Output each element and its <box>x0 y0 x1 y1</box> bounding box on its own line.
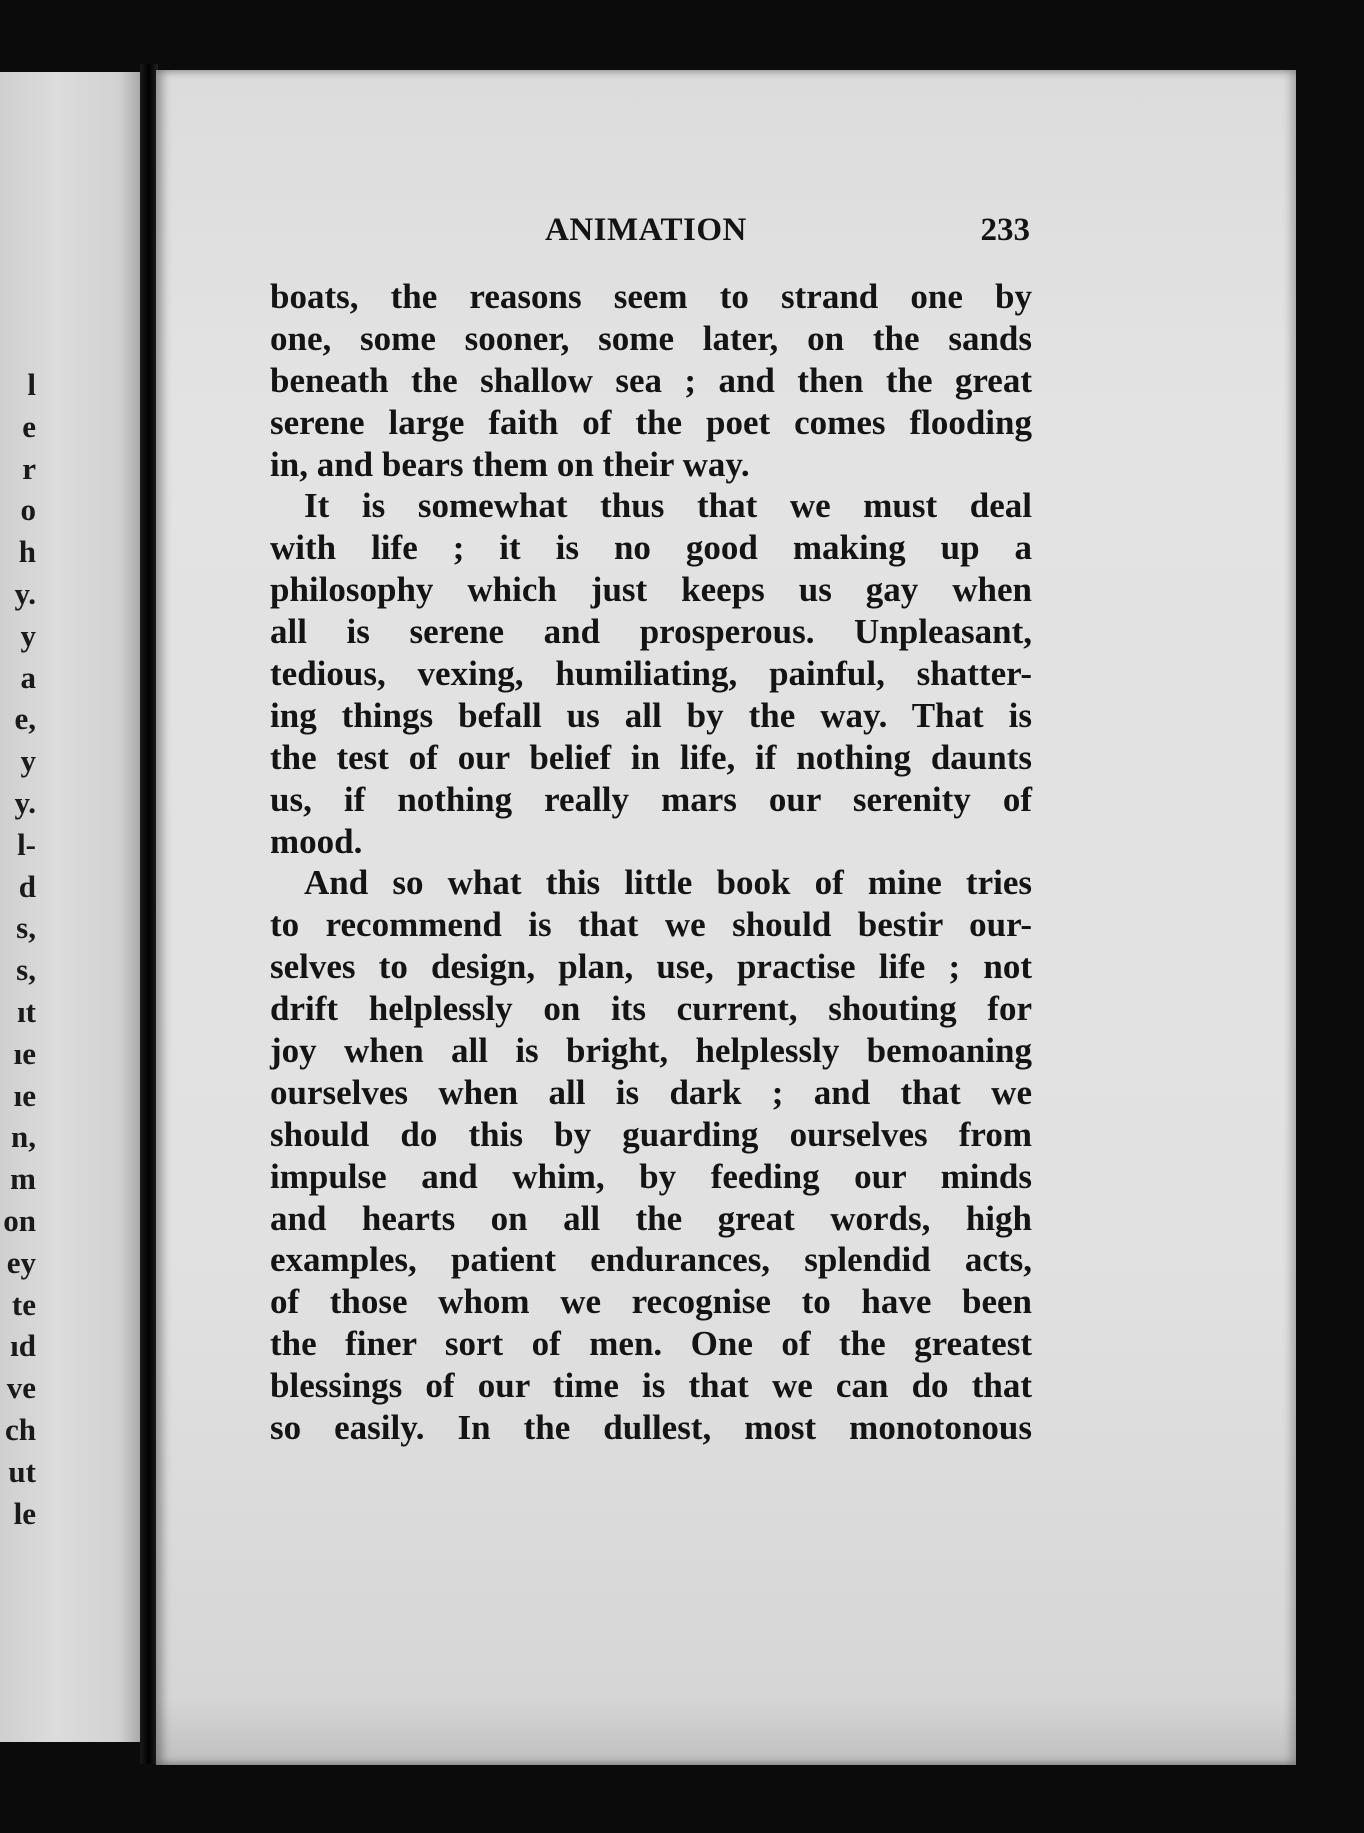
text-line: ourselves when all is dark ; and that we <box>270 1072 1032 1112</box>
previous-page-fragment: s, <box>16 952 36 988</box>
text-line: so easily. In the dullest, most monotonous <box>270 1408 1032 1448</box>
text-line: philosophy which just keeps us gay when <box>270 570 1032 610</box>
previous-page-fragment: y. <box>14 784 36 820</box>
running-title: ANIMATION <box>545 212 747 248</box>
previous-page-fragment: h <box>18 534 36 570</box>
previous-page-fragment: ıd <box>10 1328 36 1364</box>
previous-page-fragment: l- <box>17 826 36 862</box>
text-line: in, and bears them on their way. <box>270 444 750 484</box>
previous-page-fragment: r <box>22 450 36 486</box>
previous-page-fragment: l <box>27 367 36 402</box>
text-line: one, some sooner, some later, on the sands <box>270 318 1032 358</box>
text-line: the finer sort of men. One of the greatest <box>270 1324 1032 1364</box>
previous-page-fragment: te <box>11 1286 36 1322</box>
previous-page-fragment: e, <box>14 701 36 737</box>
text-line: boats, the reasons seem to strand one by <box>270 277 1032 316</box>
previous-page-fragment: ut <box>8 1453 36 1489</box>
page-number: 233 <box>980 212 1030 248</box>
previous-page-fragment: e <box>22 408 36 444</box>
text-line: serene large faith of the poet comes flooding <box>270 402 1032 442</box>
running-head <box>268 212 1030 256</box>
previous-page-fragment: ey <box>6 1244 36 1280</box>
previous-page-fragment: y <box>20 617 36 653</box>
previous-page-fragment: a <box>20 659 36 695</box>
previous-page-fragment: ıe <box>13 1035 36 1071</box>
previous-page-fragment: ıt <box>17 993 36 1029</box>
previous-page-fragment: le <box>13 1495 36 1531</box>
text-line: tedious, vexing, humiliating, painful, shatter- <box>270 654 1032 694</box>
text-line: drift helplessly on its current, shouting for <box>270 989 1032 1029</box>
text-line: all is serene and prosperous. Unpleasant, <box>270 612 1032 652</box>
previous-page-fragment: y. <box>14 575 36 611</box>
text-line: the test of our belief in life, if nothing daunts <box>270 737 1032 777</box>
text-line: to recommend is that we should bestir our- <box>270 905 1032 945</box>
previous-page-fragment: s, <box>16 910 36 946</box>
previous-page-fragment: m <box>10 1161 36 1197</box>
text-line: selves to design, plan, use, practise life ; not <box>270 947 1032 987</box>
previous-page-fragment: n, <box>11 1119 36 1155</box>
text-line: beneath the shallow sea ; and then the great <box>270 360 1032 400</box>
text-line: It is somewhat thus that we must deal <box>304 486 1032 526</box>
previous-page-fragment: ve <box>6 1370 36 1406</box>
text-line: and hearts on all the great words, high <box>270 1198 1032 1238</box>
previous-page-fragment: d <box>18 868 36 904</box>
text-line: us, if nothing really mars our serenity of <box>270 779 1032 819</box>
text-line: joy when all is bright, helplessly bemoaning <box>270 1031 1032 1071</box>
previous-page-line-endings <box>0 364 36 1534</box>
body-text <box>270 276 1032 1449</box>
text-line: of those whom we recognise to have been <box>270 1282 1032 1322</box>
text-line: ing things befall us all by the way. That is <box>270 695 1032 735</box>
text-line: should do this by guarding ourselves from <box>270 1114 1032 1154</box>
text-line: mood. <box>270 821 363 861</box>
previous-page-fragment: ıe <box>13 1077 36 1113</box>
previous-page-fragment: on <box>3 1202 36 1238</box>
text-line: And so what this little book of mine tries <box>304 863 1032 903</box>
previous-page-fragment: y <box>20 743 36 779</box>
previous-page-edge <box>0 72 140 1742</box>
text-line: impulse and whim, by feeding our minds <box>270 1156 1032 1196</box>
previous-page-fragment: ch <box>5 1411 36 1447</box>
text-line: examples, patient endurances, splendid acts, <box>270 1240 1032 1280</box>
previous-page-fragment: o <box>20 492 36 528</box>
text-line: with life ; it is no good making up a <box>270 528 1032 568</box>
text-line: blessings of our time is that we can do that <box>270 1366 1032 1406</box>
